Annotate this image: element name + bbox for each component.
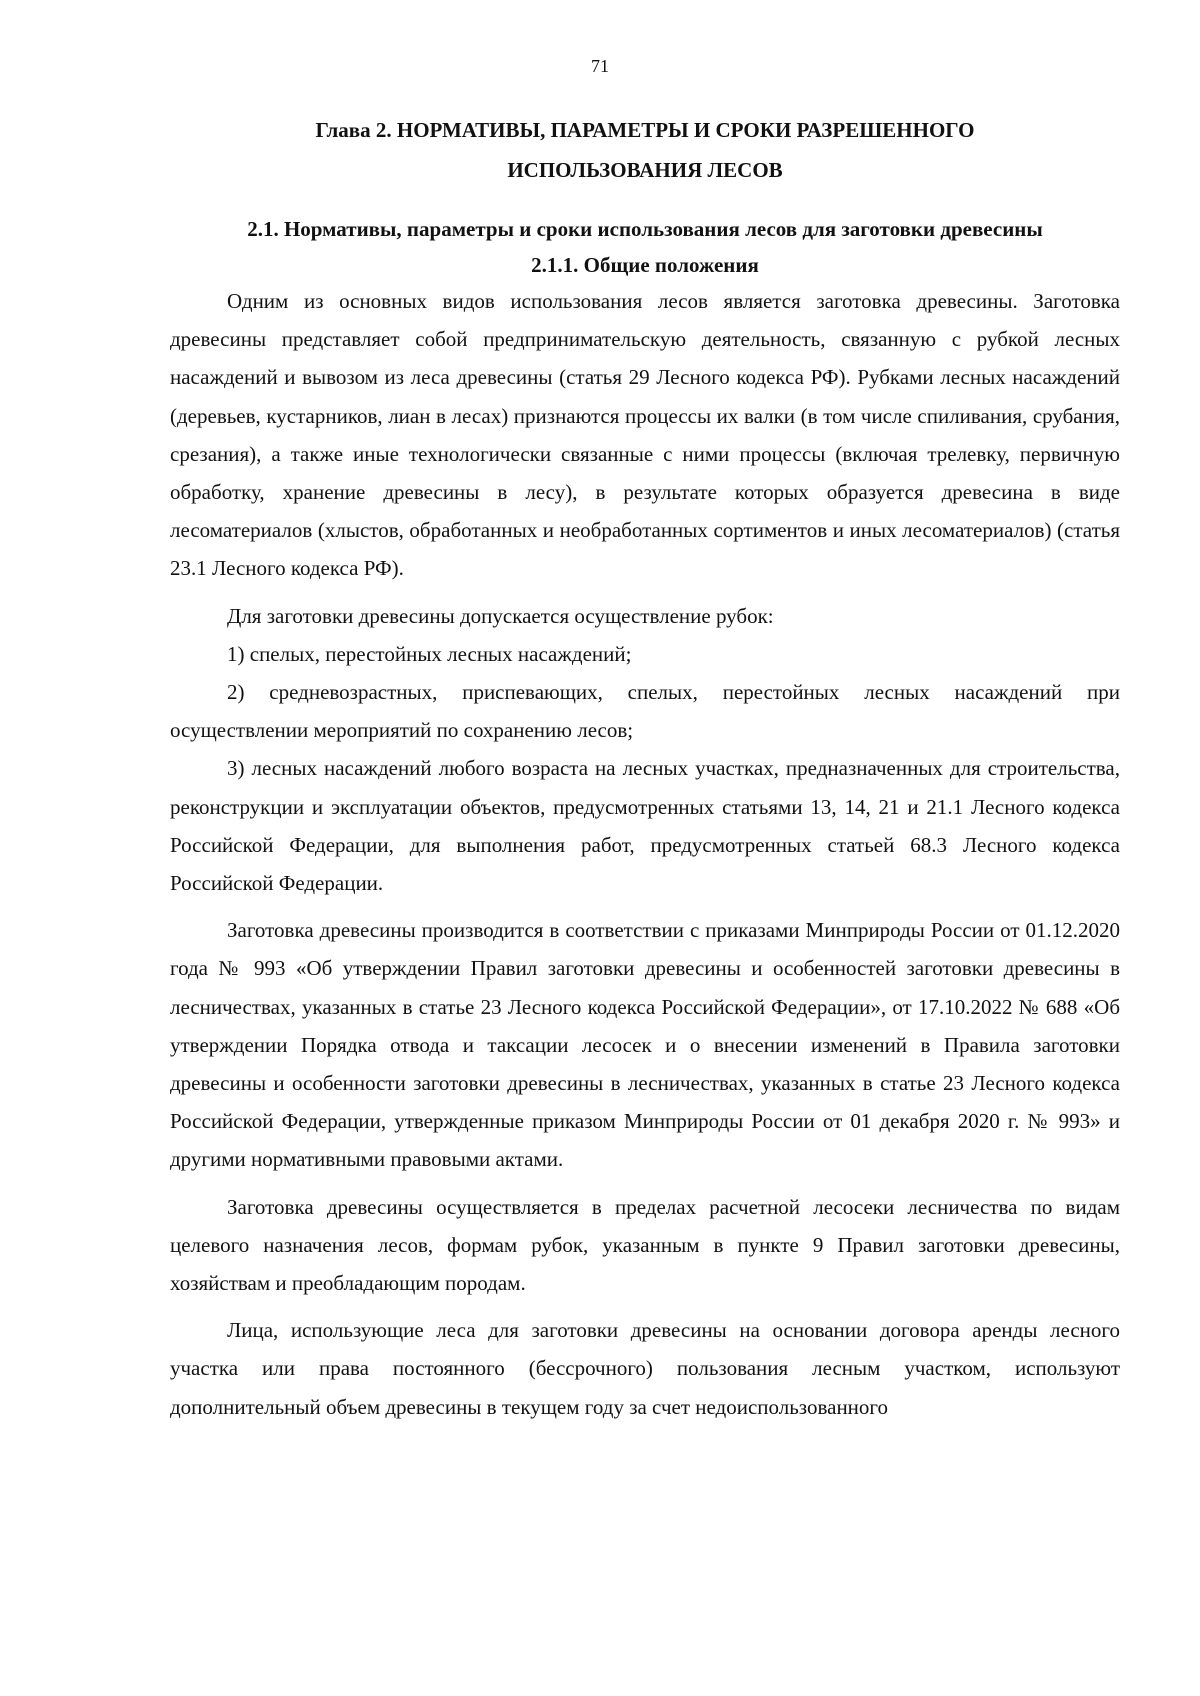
section-heading (170, 211, 1120, 283)
chapter-title-line-1: Глава 2. НОРМАТИВЫ, ПАРАМЕТРЫ И СРОКИ РАЗРЕШЕННОГО (315, 118, 975, 142)
paragraph-5: Лица, использующие леса для заготовки древесины на основании договора аренды лесного участка или права постоянного (бессрочного) пользования лесным участком, используют дополнительный объем древесины в текущем году за счет недоиспользованного (170, 1318, 1120, 1419)
paragraph-4: Заготовка древесины осуществляется в пределах расчетной лесосеки лесничества по видам целевого назначения лесов, формам рубок, указанным в пункте 9 Правил заготовки древесины, хозяйствам и преобладающим породам. (170, 1194, 1120, 1296)
paragraph-2: Для заготовки древесины допускается осуществление рубок: (227, 603, 774, 628)
paragraph-1: Одним из основных видов использования лесов является заготовка древесины. Заготовка древесины представляет собой предпринимательскую деятельность, связанную с рубкой лесных насаждений и вывозом из леса древесины (статья 29 Лесного кодекса РФ). Рубками лесных насаждений (деревьев, кустарников, лиан в лесах) признаются процессы их валки (в том числе спиливания, срубания, срезания), а также иные технологически связанные с ними процессы (включая трелевку, первичную обработку, хранение древесины в лесу), в результате которых образуется древесина в виде лесоматериалов (хлыстов, обработанных и необработанных сортиментов и иных лесоматериалов) (статья 23.1 Лесного кодекса РФ). (170, 289, 1120, 581)
page-number: 71 (591, 56, 609, 76)
section-title: 2.1. Нормативы, параметры и сроки использования лесов для заготовки древесины (247, 217, 1043, 241)
list-item-2: 2) средневозрастных, приспевающих, спелых, перестойных лесных насаждений при осуществлении мероприятий по сохранению лесов; (170, 680, 1120, 743)
paragraph-3: Заготовка древесины производится в соответствии с приказами Минприроды России от 01.12.2020 года № 993 «Об утверждении Правил заготовки древесины и особенностей заготовки древесины в лесничествах, указанных в статье 23 Лесного кодекса Российской Федерации», от 17.10.2022 № 688 «Об утверждении Порядка отвода и таксации лесосек и о внесении изменений в Правила заготовки древесины и особенности заготовки древесины в лесничествах, указанных в статье 23 Лесного кодекса Российской Федерации, утвержденные приказом Минприроды России от 01 декабря 2020 г. № 993» и другими нормативными правовыми актами. (170, 918, 1120, 1172)
chapter-title-line-2: ИСПОЛЬЗОВАНИЯ ЛЕСОВ (507, 158, 783, 182)
list-item-1: 1) спелых, перестойных лесных насаждений; (227, 641, 632, 666)
section-subtitle: 2.1.1. Общие положения (531, 253, 759, 277)
list-item-3: 3) лесных насаждений любого возраста на лесных участках, предназначенных для строительства, реконструкции и эксплуатации объектов, предусмотренных статьями 13, 14, 21 и 21.1 Лесного кодекса Российской Федерации, для выполнения работ, предусмотренных статьей 68.3 Лесного кодекса Российской Федерации. (170, 756, 1120, 896)
chapter-title (170, 110, 1120, 190)
body-text (170, 282, 1120, 1426)
